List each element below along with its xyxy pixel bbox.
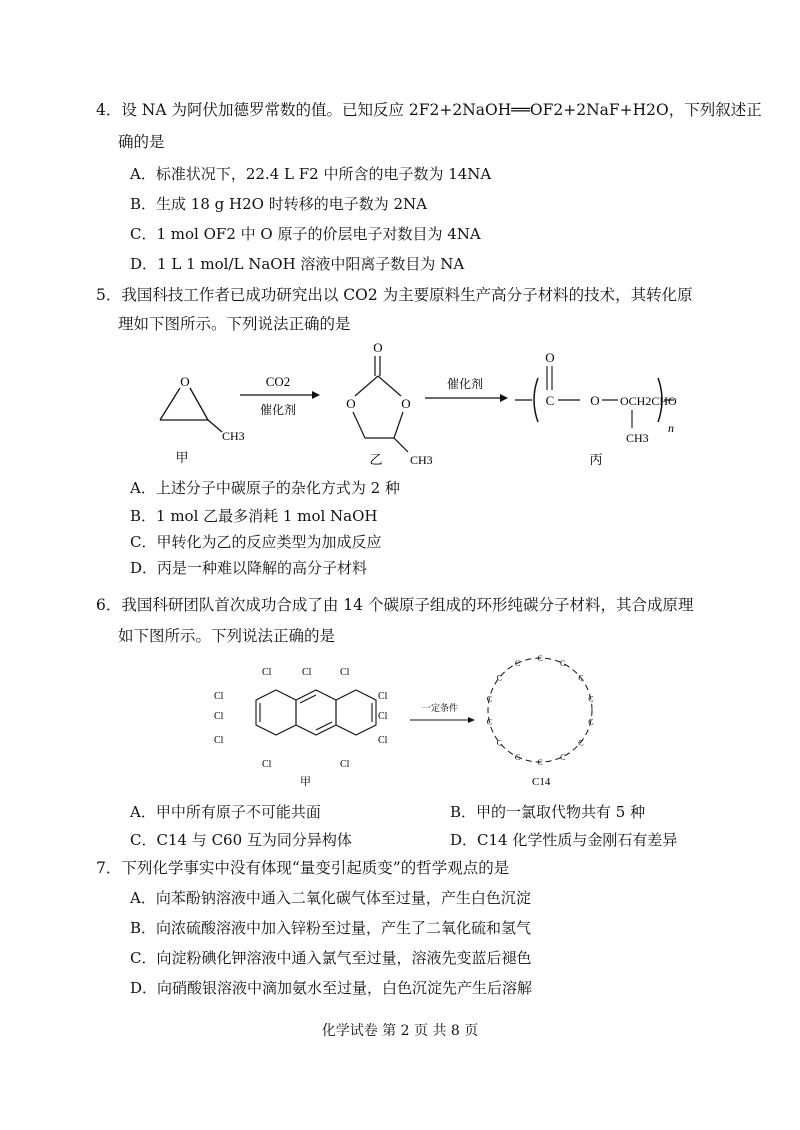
c14-atom: C xyxy=(578,673,584,683)
q5-stem-line2: 理如下图所示。下列说法正确的是 xyxy=(118,315,351,333)
q4-option-b: B．生成 18 g H2O 时转移的电子数为 2NA xyxy=(130,195,427,213)
c14-atom: C xyxy=(560,752,566,762)
q5-option-c: C．甲转化为乙的反应类型为加成反应 xyxy=(130,533,382,551)
q4-stem-line2: 确的是 xyxy=(118,133,165,151)
q7-option-b: B．向浓硫酸溶液中加入锌粉至过量，产生了二氧化硫和氢气 xyxy=(130,919,532,937)
polymer-carbonyl-oxygen: O xyxy=(545,350,555,365)
c14-ring-atoms xyxy=(487,655,594,767)
c14-atom: C xyxy=(514,752,521,762)
page-footer: 化学试卷 第 2 页 共 8 页 xyxy=(321,1023,479,1039)
cl-3: Cl xyxy=(340,667,350,678)
polymer-carbon: C xyxy=(545,393,555,408)
c14-atom: C xyxy=(588,717,594,727)
q6-option-b: B．甲的一氯取代物共有 5 种 xyxy=(450,803,646,821)
reaction-arrow-1 xyxy=(240,374,320,417)
cl-10: Cl xyxy=(262,759,272,770)
epoxide-ch3: CH3 xyxy=(222,429,245,443)
arrow1-reagent-bottom: 催化剂 xyxy=(259,403,297,417)
arrow3-condition: 一定条件 xyxy=(421,703,459,713)
q4-option-a: A．标准状况下，22.4 L F2 中所含的电子数为 14NA xyxy=(130,165,492,183)
c14-atom: C xyxy=(537,655,543,663)
q6-option-d: D．C14 化学性质与金刚石有差异 xyxy=(450,831,678,849)
q5-option-d: D．丙是一种难以降解的高分子材料 xyxy=(130,559,368,577)
reaction-arrow-2 xyxy=(425,376,508,402)
polymer-ester-oxygen: O xyxy=(590,393,600,408)
label-jia-6: 甲 xyxy=(300,776,311,788)
c14-ring-structure xyxy=(488,658,592,762)
polymer-n: n xyxy=(668,421,674,435)
c14-atom: C xyxy=(496,673,503,683)
q5-stem-line1: 5．我国科技工作者已成功研究出以 CO2 为主要原料生产高分子材料的技术，其转化原 xyxy=(96,286,693,304)
label-yi: 乙 xyxy=(369,452,383,467)
polymer-chain: OCH2CHO xyxy=(620,394,677,408)
cl-5: Cl xyxy=(214,711,224,722)
cl-7: Cl xyxy=(378,691,388,702)
ring-oxygen-left: O xyxy=(346,396,356,411)
carbonyl-oxygen: O xyxy=(373,340,383,355)
cl-9: Cl xyxy=(378,735,388,746)
q7-option-a: A．向苯酚钠溶液中通入二氧化碳气体至过量，产生白色沉淀 xyxy=(130,889,531,907)
arrow2-reagent-top: 催化剂 xyxy=(446,377,484,391)
cl-1: Cl xyxy=(262,667,272,678)
cl-2: Cl xyxy=(302,667,312,678)
q5-option-a: A．上述分子中碳原子的杂化方式为 2 种 xyxy=(130,479,400,497)
q5-reaction-figure xyxy=(140,340,700,475)
q5-option-b: B．1 mol 乙最多消耗 1 mol NaOH xyxy=(130,507,378,525)
label-bing: 丙 xyxy=(589,452,603,467)
c14-atom: C xyxy=(578,738,584,748)
epoxide-oxygen: O xyxy=(180,374,190,389)
q6-option-c: C．C14 与 C60 互为同分异构体 xyxy=(130,831,352,849)
q7-option-d: D．向硝酸银溶液中滴加氨水至过量，白色沉淀先产生后溶解 xyxy=(130,979,533,997)
q6-reaction-figure xyxy=(200,655,600,795)
c14-atom: C xyxy=(486,717,493,727)
label-jia-5: 甲 xyxy=(175,450,189,465)
q6-option-a: A．甲中所有原子不可能共面 xyxy=(130,803,321,821)
cyclic-carbonate-structure xyxy=(346,340,432,467)
carbonate-ch3: CH3 xyxy=(410,453,433,467)
q4-stem-line1: 4．设 NA 为阿伏加德罗常数的值。已知反应 2F2+2NaOH══OF2+2NaF+H2O，下列叙述正 xyxy=(96,101,762,119)
cl-6: Cl xyxy=(214,735,224,746)
q7-stem-line1: 7．下列化学事实中没有体现“量变引起质变”的哲学观点的是 xyxy=(96,859,510,877)
epoxide-structure xyxy=(160,374,245,465)
label-c14: C14 xyxy=(532,776,551,788)
c14-atom: C xyxy=(537,758,543,767)
polymer-ch3: CH3 xyxy=(626,431,649,445)
chlorine-labels xyxy=(214,667,388,770)
c14-atom: C xyxy=(560,659,566,669)
q7-option-c: C．向淀粉碘化钾溶液中通入氯气至过量，溶液先变蓝后褪色 xyxy=(130,949,532,967)
polycarbonate-structure xyxy=(515,350,677,467)
arrow1-reagent-top: CO2 xyxy=(265,374,291,389)
ring-oxygen-right: O xyxy=(401,396,411,411)
c14-atom: C xyxy=(496,738,503,748)
c14-atom: C xyxy=(514,659,521,669)
q6-stem-line2: 如下图所示。下列说法正确的是 xyxy=(118,627,336,645)
c14-atom: C xyxy=(588,694,594,704)
reaction-arrow-3 xyxy=(410,702,475,723)
chlorinated-anthracene-structure xyxy=(256,690,376,735)
c14-atom: C xyxy=(486,694,493,704)
cl-4: Cl xyxy=(214,691,224,702)
q4-option-d: D．1 L 1 mol/L NaOH 溶液中阳离子数目为 NA xyxy=(130,255,465,273)
cl-11: Cl xyxy=(340,759,350,770)
cl-8: Cl xyxy=(378,711,388,722)
q6-stem-line1: 6．我国科研团队首次成功合成了由 14 个碳原子组成的环形纯碳分子材料，其合成原理 xyxy=(96,596,694,614)
q4-option-c: C．1 mol OF2 中 O 原子的价层电子对数目为 4NA xyxy=(130,225,481,243)
